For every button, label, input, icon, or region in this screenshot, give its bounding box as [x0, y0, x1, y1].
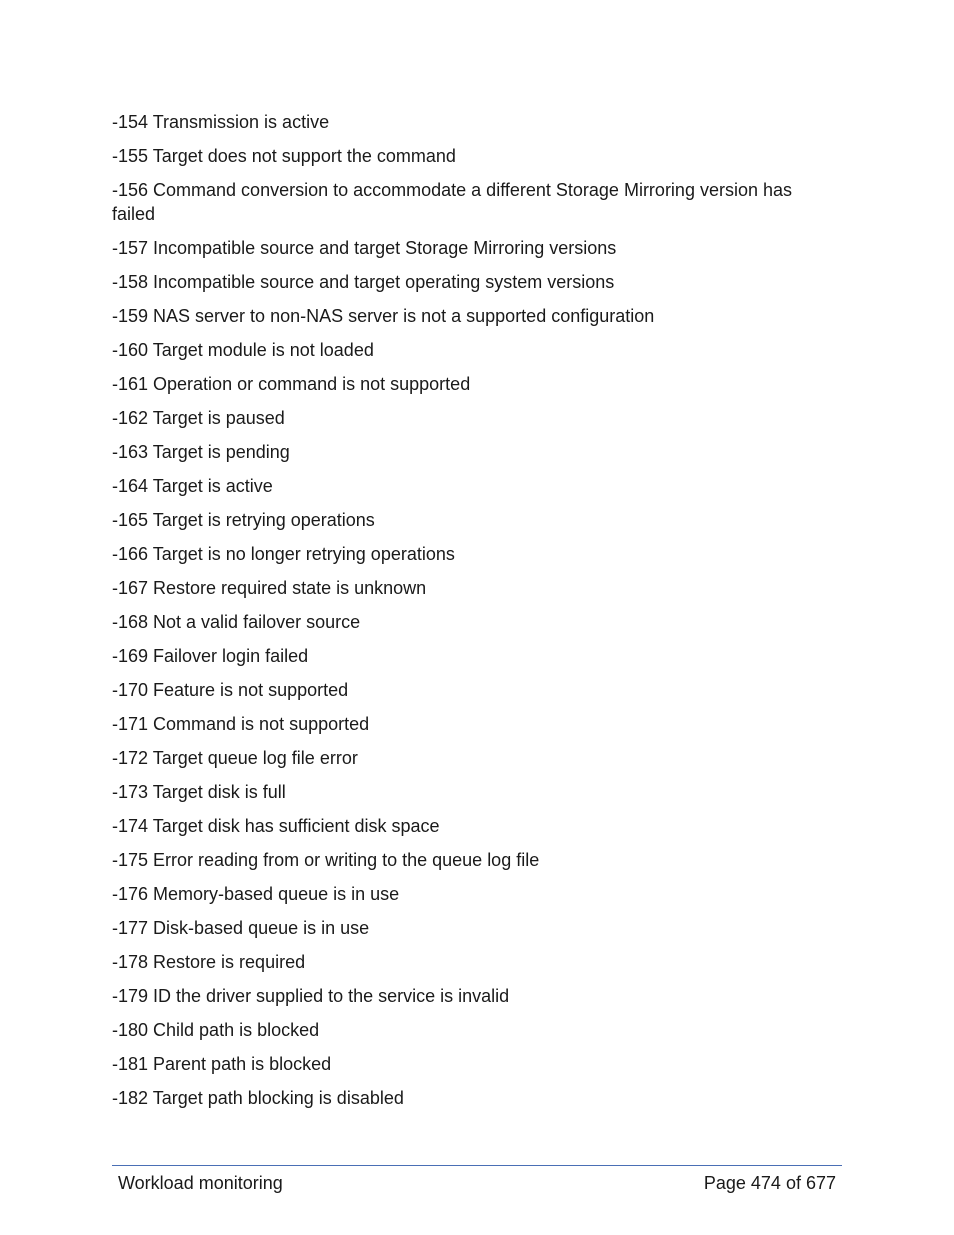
footer-page-number: Page 474 of 677 [703, 1173, 836, 1193]
footer-section-title: Workload monitoring [118, 1173, 283, 1193]
error-code-172: -172 Target queue log file error [112, 748, 358, 768]
page-footer [112, 1165, 842, 1195]
error-code-167: -167 Restore required state is unknown [112, 578, 427, 598]
error-code-160: -160 Target module is not loaded [112, 340, 374, 360]
error-code-155: -155 Target does not support the command [112, 146, 456, 166]
error-code-175: -175 Error reading from or writing to the queue log file [112, 850, 540, 870]
error-code-162: -162 Target is paused [112, 408, 285, 428]
error-code-169: -169 Failover login failed [112, 646, 309, 666]
error-code-156: -156 Command conversion to accommodate a different Storage Mirroring version has failed [112, 180, 793, 224]
error-code-173: -173 Target disk is full [112, 782, 286, 802]
error-code-171: -171 Command is not supported [112, 714, 370, 734]
error-code-159: -159 NAS server to non-NAS server is not a supported configuration [112, 306, 655, 326]
error-code-170: -170 Feature is not supported [112, 680, 349, 700]
error-code-180: -180 Child path is blocked [112, 1020, 320, 1040]
error-code-177: -177 Disk-based queue is in use [112, 918, 370, 938]
error-code-174: -174 Target disk has sufficient disk space [112, 816, 440, 836]
error-code-182: -182 Target path blocking is disabled [112, 1088, 404, 1108]
error-code-157: -157 Incompatible source and target Storage Mirroring versions [112, 238, 617, 258]
error-code-154: -154 Transmission is active [112, 112, 330, 132]
error-code-list [112, 110, 832, 1120]
error-code-179: -179 ID the driver supplied to the service is invalid [112, 986, 510, 1006]
error-code-176: -176 Memory-based queue is in use [112, 884, 400, 904]
error-code-166: -166 Target is no longer retrying operations [112, 544, 455, 564]
error-code-163: -163 Target is pending [112, 442, 290, 462]
error-code-181: -181 Parent path is blocked [112, 1054, 332, 1074]
error-code-158: -158 Incompatible source and target operating system versions [112, 272, 615, 292]
error-code-168: -168 Not a valid failover source [112, 612, 361, 632]
error-code-161: -161 Operation or command is not supported [112, 374, 471, 394]
error-code-164: -164 Target is active [112, 476, 273, 496]
error-code-165: -165 Target is retrying operations [112, 510, 375, 530]
error-code-178: -178 Restore is required [112, 952, 306, 972]
